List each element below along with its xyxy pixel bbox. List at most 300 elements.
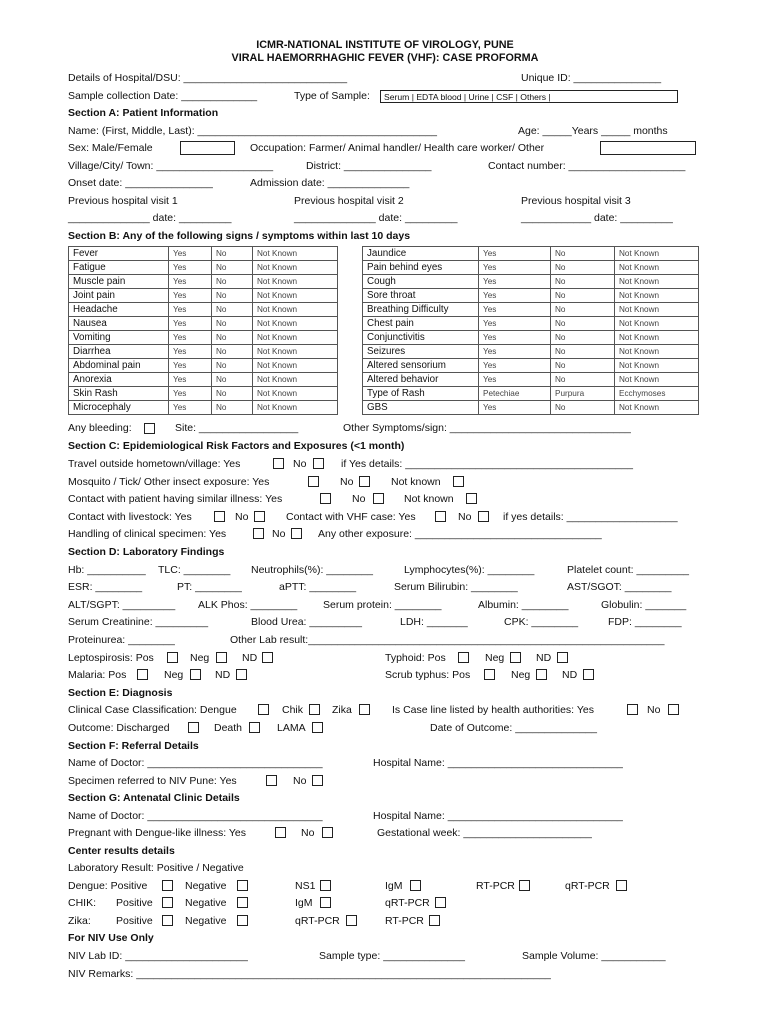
malaria-nd-label: ND [215, 669, 231, 681]
symptom-row [363, 373, 699, 387]
ast-field[interactable]: AST/SGOT: ________ [567, 581, 672, 593]
option-a-cell[interactable]: Yes [479, 359, 551, 373]
onset-date-field[interactable]: Onset date: _______________ [68, 177, 213, 189]
scrub-nd-checkbox[interactable] [583, 669, 594, 680]
dengue-positive-checkbox[interactable] [162, 880, 173, 891]
option-a-cell[interactable]: Yes [169, 317, 212, 331]
name-field[interactable]: Name: (First, Middle, Last): _________________________________________ [68, 125, 437, 137]
option-b-cell[interactable]: No [551, 401, 615, 415]
contact-field[interactable]: Contact number: ____________________ [488, 160, 686, 172]
visit-3-date[interactable]: ____________ date: _________ [521, 212, 673, 224]
visit-1-date[interactable]: ______________ date: _________ [68, 212, 232, 224]
line-listed-label: Is Case line listed by health authorities: Yes [392, 704, 594, 716]
symptom-row [363, 275, 699, 289]
option-c-cell[interactable]: Not Known [253, 303, 338, 317]
esr-field[interactable]: ESR: ________ [68, 581, 143, 593]
symptom-row [69, 261, 338, 275]
line-listed-yes-checkbox[interactable] [627, 704, 638, 715]
pregnant-yes-checkbox[interactable] [275, 827, 286, 838]
symptom-name: Headache [69, 303, 169, 317]
option-a-cell[interactable]: Yes [169, 359, 212, 373]
symptom-name: Fatigue [69, 261, 169, 275]
symptom-name: Diarrhea [69, 345, 169, 359]
option-a-cell[interactable]: Yes [169, 289, 212, 303]
symptom-row [69, 275, 338, 289]
ldh-field[interactable]: LDH: _______ [400, 616, 468, 628]
symptom-name: Anorexia [69, 373, 169, 387]
symptom-row [69, 345, 338, 359]
symptom-name: Sore throat [363, 289, 479, 303]
visit-1-label: Previous hospital visit 1 [68, 195, 178, 207]
center-heading: Center results details [68, 845, 175, 857]
option-c-cell[interactable]: Not Known [615, 275, 699, 289]
option-b-cell[interactable]: No [551, 373, 615, 387]
village-field[interactable]: Village/City/ Town: ____________________ [68, 160, 274, 172]
bleeding-label: Any bleeding: [68, 422, 132, 434]
lepto-neg-label: Neg [190, 652, 210, 664]
chik-igm-label: IgM [295, 897, 313, 909]
option-c-cell[interactable]: Not Known [253, 345, 338, 359]
symptom-row [363, 247, 699, 261]
cpk-field[interactable]: CPK: ________ [504, 616, 579, 628]
symptom-name: Seizures [363, 345, 479, 359]
visit-2-label: Previous hospital visit 2 [294, 195, 404, 207]
option-c-cell[interactable]: Not Known [615, 317, 699, 331]
section-b-heading: Section B: Any of the following signs / symptoms within last 10 days [68, 230, 411, 242]
typhoid-label: Typhoid: Pos [385, 652, 446, 664]
symptom-name: Chest pain [363, 317, 479, 331]
lepto-pos-checkbox[interactable] [167, 652, 178, 663]
symptom-row [69, 317, 338, 331]
form-subtitle: VIRAL HAEMORRHAGHIC FEVER (VHF): CASE PROFORMA [231, 52, 539, 64]
option-b-cell[interactable]: No [551, 247, 615, 261]
alk-phos-field[interactable]: ALK Phos: ________ [198, 599, 298, 611]
typhoid-neg-label: Neg [485, 652, 505, 664]
section-c-heading: Section C: Epidemiological Risk Factors and Exposures (<1 month) [68, 440, 405, 452]
referred-label: Specimen referred to NIV Pune: Yes [68, 775, 237, 787]
option-b-cell[interactable]: No [551, 303, 615, 317]
zika-positive-checkbox[interactable] [162, 915, 173, 926]
symptom-row [363, 359, 699, 373]
zika-rtpcr-label: RT-PCR [385, 915, 424, 927]
pregnant-label: Pregnant with Dengue-like illness: Yes [68, 827, 247, 839]
referred-no-label: No [293, 775, 307, 787]
referred-no-checkbox[interactable] [312, 775, 323, 786]
option-b-cell[interactable]: No [212, 401, 253, 415]
contact-illness-no-checkbox[interactable] [373, 493, 384, 504]
chik-negative-checkbox[interactable] [237, 897, 248, 908]
symptom-row [69, 289, 338, 303]
neutrophils-field[interactable]: Neutrophils(%): ________ [251, 564, 373, 576]
classification-label: Clinical Case Classification: Dengue [68, 704, 237, 716]
option-b-cell[interactable]: No [212, 317, 253, 331]
ns1-label: NS1 [295, 880, 316, 892]
creatinine-field[interactable]: Serum Creatinine: _________ [68, 616, 209, 628]
section-f-heading: Section F: Referral Details [68, 740, 199, 752]
chik-qrtpcr-checkbox[interactable] [435, 897, 446, 908]
malaria-label: Malaria: Pos [68, 669, 127, 681]
contact-illness-label: Contact with patient having similar illness: Yes [68, 493, 283, 505]
sample-type-label: Type of Sample: [294, 90, 370, 102]
discharged-checkbox[interactable] [188, 722, 199, 733]
option-a-cell[interactable]: Yes [169, 401, 212, 415]
livestock-label: Contact with livestock: Yes [68, 511, 192, 523]
typhoid-pos-checkbox[interactable] [458, 652, 469, 663]
lama-checkbox[interactable] [312, 722, 323, 733]
pt-field[interactable]: PT: ________ [177, 581, 242, 593]
lepto-nd-checkbox[interactable] [262, 652, 273, 663]
symptom-row [69, 401, 338, 415]
age-field[interactable]: Age: _____Years _____ months [518, 125, 668, 137]
symptom-row [69, 247, 338, 261]
livestock-no-checkbox[interactable] [254, 511, 265, 522]
form-title: ICMR-NATIONAL INSTITUTE OF VIROLOGY, PUNE [256, 39, 514, 51]
option-a-cell[interactable]: Yes [479, 261, 551, 275]
symptom-name: Vomiting [69, 331, 169, 345]
option-b-cell[interactable]: No [551, 275, 615, 289]
option-a-cell[interactable]: Yes [479, 289, 551, 303]
hb-field[interactable]: Hb: __________ [68, 564, 146, 576]
symptom-name: Muscle pain [69, 275, 169, 289]
mosquito-not-known-checkbox[interactable] [453, 476, 464, 487]
scrub-pos-checkbox[interactable] [484, 669, 495, 680]
symptom-row [363, 261, 699, 275]
line-listed-no-label: No [647, 704, 661, 716]
option-c-cell[interactable]: Not Known [253, 317, 338, 331]
dengue-negative-checkbox[interactable] [237, 880, 248, 891]
lymphocytes-field[interactable]: Lymphocytes(%): ________ [404, 564, 535, 576]
collection-date-field[interactable]: Sample collection Date: _____________ [68, 90, 258, 102]
lama-label: LAMA [277, 722, 306, 734]
lepto-label: Leptospirosis: Pos [68, 652, 154, 664]
bilirubin-field[interactable]: Serum Bilirubin: ________ [394, 581, 518, 593]
option-a-cell[interactable]: Yes [169, 247, 212, 261]
symptom-name: Skin Rash [69, 387, 169, 401]
proteinuria-field[interactable]: Proteinurea: ________ [68, 634, 175, 646]
globulin-field[interactable]: Globulin: _______ [601, 599, 687, 611]
option-c-cell[interactable]: Not Known [253, 373, 338, 387]
malaria-nd-checkbox[interactable] [236, 669, 247, 680]
outcome-label: Outcome: Discharged [68, 722, 170, 734]
zika-negative-label: Negative [185, 915, 227, 927]
sex-label: Sex: Male/Female [68, 142, 153, 154]
zika-positive-label: Positive [116, 915, 153, 927]
pregnant-no-checkbox[interactable] [322, 827, 333, 838]
option-b-cell[interactable]: No [551, 289, 615, 303]
option-c-cell[interactable]: Not Known [615, 303, 699, 317]
admission-date-field[interactable]: Admission date: ______________ [250, 177, 410, 189]
chik-negative-label: Negative [185, 897, 227, 909]
symptom-row [363, 317, 699, 331]
zika-label: Zika [332, 704, 352, 716]
dengue-qrtpcr-checkbox[interactable] [616, 880, 627, 891]
lepto-nd-label: ND [242, 652, 258, 664]
symptom-name: GBS [363, 401, 479, 415]
symptom-name: Joint pain [69, 289, 169, 303]
death-label: Death [214, 722, 243, 734]
section-d-heading: Section D: Laboratory Findings [68, 546, 225, 558]
antenatal-hospital-field[interactable]: Hospital Name: ______________________________ [373, 810, 623, 822]
serum-protein-field[interactable]: Serum protein: ________ [323, 599, 442, 611]
option-b-cell[interactable]: No [212, 387, 253, 401]
scrub-neg-checkbox[interactable] [536, 669, 547, 680]
option-a-cell[interactable]: Petechiae [479, 387, 551, 401]
section-e-heading: Section E: Diagnosis [68, 687, 173, 699]
antenatal-doctor-field[interactable]: Name of Doctor: ______________________________ [68, 810, 323, 822]
typhoid-nd-label: ND [536, 652, 552, 664]
hospital-field[interactable]: Details of Hospital/DSU: ____________________________ [68, 72, 348, 84]
other-lab-field[interactable]: Other Lab result:_____________________________________________________________ [230, 634, 665, 646]
symptom-row [363, 387, 699, 401]
symptom-row [363, 345, 699, 359]
dengue-igm-checkbox[interactable] [410, 880, 421, 891]
dengue-checkbox[interactable] [258, 704, 269, 715]
specimen-yes-checkbox[interactable] [253, 528, 264, 539]
option-c-cell[interactable]: Not Known [253, 331, 338, 345]
dengue-qrtpcr-label: qRT-PCR [565, 880, 610, 892]
bleeding-checkbox[interactable] [144, 423, 155, 434]
chik-qrtpcr-label: qRT-PCR [385, 897, 430, 909]
sex-box[interactable] [180, 141, 235, 155]
niv-remarks-field[interactable]: NIV Remarks: _______________________________________________________________________ [68, 968, 551, 980]
option-a-cell[interactable]: Yes [479, 401, 551, 415]
albumin-field[interactable]: Albumin: ________ [478, 599, 569, 611]
option-a-cell[interactable]: Yes [479, 345, 551, 359]
death-checkbox[interactable] [249, 722, 260, 733]
travel-label: Travel outside hometown/village: Yes [68, 458, 241, 470]
other-symptoms-field[interactable]: Other Symptoms/sign: _______________________________ [343, 422, 631, 434]
option-a-cell[interactable]: Yes [479, 303, 551, 317]
contact-illness-yes-checkbox[interactable] [320, 493, 331, 504]
visit-2-date[interactable]: ______________ date: _________ [294, 212, 458, 224]
option-b-cell[interactable]: No [551, 331, 615, 345]
option-c-cell[interactable]: Not Known [253, 261, 338, 275]
option-c-cell[interactable]: Not Known [253, 275, 338, 289]
symptom-row [69, 359, 338, 373]
vhf-yes-checkbox[interactable] [435, 511, 446, 522]
option-a-cell[interactable]: Yes [479, 317, 551, 331]
option-a-cell[interactable]: Yes [479, 275, 551, 289]
symptoms-table-left [68, 246, 338, 415]
fdp-field[interactable]: FDP: ________ [608, 616, 682, 628]
symptom-row [69, 331, 338, 345]
symptom-name: Cough [363, 275, 479, 289]
malaria-neg-checkbox[interactable] [190, 669, 201, 680]
option-a-cell[interactable]: Yes [169, 373, 212, 387]
symptom-name: Fever [69, 247, 169, 261]
tlc-field[interactable]: TLC: ________ [158, 564, 231, 576]
scrub-label: Scrub typhus: Pos [385, 669, 471, 681]
chik-label: Chik [282, 704, 304, 716]
travel-no-label: No [293, 458, 307, 470]
option-b-cell[interactable]: Purpura [551, 387, 615, 401]
bleeding-site-field[interactable]: Site: _________________ [175, 422, 299, 434]
section-a-heading: Section A: Patient Information [68, 107, 219, 119]
gestational-field[interactable]: Gestational week: ______________________ [377, 827, 592, 839]
travel-yes-checkbox[interactable] [273, 458, 284, 469]
option-b-cell[interactable]: No [551, 317, 615, 331]
option-a-cell[interactable]: Yes [169, 303, 212, 317]
option-c-cell[interactable]: Not Known [615, 359, 699, 373]
option-a-cell[interactable]: Yes [479, 247, 551, 261]
symptom-row [69, 373, 338, 387]
symptom-name: Microcephaly [69, 401, 169, 415]
mosquito-not-known-label: Not known [391, 476, 441, 488]
blood-urea-field[interactable]: Blood Urea: _________ [251, 616, 362, 628]
chik-checkbox[interactable] [309, 704, 320, 715]
symptom-row [363, 331, 699, 345]
specimen-label: Handling of clinical specimen: Yes [68, 528, 227, 540]
line-listed-no-checkbox[interactable] [668, 704, 679, 715]
symptom-name: Abdominal pain [69, 359, 169, 373]
zika-qrtpcr-checkbox[interactable] [346, 915, 357, 926]
contact-illness-not-known-label: Not known [404, 493, 454, 505]
zika-checkbox[interactable] [359, 704, 370, 715]
option-c-cell[interactable]: Not Known [615, 373, 699, 387]
option-a-cell[interactable]: Yes [169, 345, 212, 359]
vhf-case-label: Contact with VHF case: Yes [286, 511, 416, 523]
dengue-igm-label: IgM [385, 880, 403, 892]
chik-result-label: CHIK: [68, 897, 97, 909]
visit-3-label: Previous hospital visit 3 [521, 195, 631, 207]
option-a-cell[interactable]: Yes [169, 275, 212, 289]
option-b-cell[interactable]: No [551, 359, 615, 373]
platelet-field[interactable]: Platelet count: _________ [567, 564, 690, 576]
livestock-yes-checkbox[interactable] [214, 511, 225, 522]
option-c-cell[interactable]: Not Known [253, 359, 338, 373]
zika-negative-checkbox[interactable] [237, 915, 248, 926]
option-c-cell[interactable]: Not Known [615, 247, 699, 261]
vhf-no-label: No [458, 511, 472, 523]
option-b-cell[interactable]: No [212, 331, 253, 345]
pregnant-no-label: No [301, 827, 315, 839]
option-c-cell[interactable]: Not Known [253, 387, 338, 401]
occupation-other-box[interactable] [600, 141, 696, 155]
district-field[interactable]: District: _______________ [306, 160, 432, 172]
option-b-cell[interactable]: No [212, 275, 253, 289]
symptom-row [363, 289, 699, 303]
niv-lab-id-field[interactable]: NIV Lab ID: _____________________ [68, 950, 248, 962]
option-c-cell[interactable]: Not Known [615, 289, 699, 303]
option-b-cell[interactable]: No [551, 261, 615, 275]
symptom-row [363, 401, 699, 415]
option-b-cell[interactable]: No [212, 303, 253, 317]
specimen-no-label: No [272, 528, 286, 540]
chik-igm-checkbox[interactable] [320, 897, 331, 908]
option-b-cell[interactable]: No [212, 373, 253, 387]
outcome-date-field[interactable]: Date of Outcome: ______________ [430, 722, 597, 734]
referral-hospital-field[interactable]: Hospital Name: ______________________________ [373, 757, 623, 769]
zika-qrtpcr-label: qRT-PCR [295, 915, 340, 927]
option-a-cell[interactable]: Yes [169, 261, 212, 275]
malaria-neg-label: Neg [164, 669, 184, 681]
option-b-cell[interactable]: No [212, 345, 253, 359]
sample-type-options[interactable]: Serum | EDTA blood | Urine | CSF | Others | [380, 90, 678, 103]
mosquito-label: Mosquito / Tick/ Other insect exposure: Yes [68, 476, 270, 488]
option-c-cell[interactable]: Not Known [615, 401, 699, 415]
referred-yes-checkbox[interactable] [266, 775, 277, 786]
option-c-cell[interactable]: Not Known [615, 261, 699, 275]
option-c-cell[interactable]: Not Known [615, 331, 699, 345]
lab-result-label: Laboratory Result: Positive / Negative [68, 862, 244, 874]
niv-sample-type-field[interactable]: Sample type: ______________ [319, 950, 465, 962]
mosquito-no-label: No [340, 476, 354, 488]
referral-doctor-field[interactable]: Name of Doctor: ______________________________ [68, 757, 323, 769]
ns1-checkbox[interactable] [320, 880, 331, 891]
vhf-no-checkbox[interactable] [478, 511, 489, 522]
specimen-no-checkbox[interactable] [291, 528, 302, 539]
alt-field[interactable]: ALT/SGPT: _________ [68, 599, 176, 611]
option-b-cell[interactable]: No [551, 345, 615, 359]
option-b-cell[interactable]: No [212, 261, 253, 275]
symptom-name: Type of Rash [363, 387, 479, 401]
mosquito-no-checkbox[interactable] [359, 476, 370, 487]
section-g-heading: Section G: Antenatal Clinic Details [68, 792, 240, 804]
symptom-row [69, 387, 338, 401]
livestock-no-label: No [235, 511, 249, 523]
aptt-field[interactable]: aPTT: ________ [279, 581, 357, 593]
symptoms-table-right [362, 246, 699, 415]
chik-positive-label: Positive [116, 897, 153, 909]
symptom-name: Jaundice [363, 247, 479, 261]
occupation-label: Occupation: Farmer/ Animal handler/ Health care worker/ Other [250, 142, 545, 154]
dengue-negative-label: Negative [185, 880, 227, 892]
niv-heading: For NIV Use Only [68, 932, 154, 944]
option-c-cell[interactable]: Ecchymoses [615, 387, 699, 401]
niv-sample-volume-field[interactable]: Sample Volume: ___________ [522, 950, 666, 962]
lepto-neg-checkbox[interactable] [216, 652, 227, 663]
other-exposure-field[interactable]: Any other exposure: ________________________________ [318, 528, 602, 540]
zika-rtpcr-checkbox[interactable] [429, 915, 440, 926]
unique-id-field[interactable]: Unique ID: _______________ [521, 72, 662, 84]
travel-details-field[interactable]: if Yes details: _______________________________________ [341, 458, 633, 470]
vhf-details-field[interactable]: if yes details: ___________________ [503, 511, 678, 523]
option-c-cell[interactable]: Not Known [253, 247, 338, 261]
typhoid-nd-checkbox[interactable] [557, 652, 568, 663]
typhoid-neg-checkbox[interactable] [510, 652, 521, 663]
scrub-nd-label: ND [562, 669, 578, 681]
dengue-positive-label: Dengue: Positive [68, 880, 148, 892]
option-c-cell[interactable]: Not Known [253, 289, 338, 303]
travel-no-checkbox[interactable] [313, 458, 324, 469]
option-c-cell[interactable]: Not Known [615, 345, 699, 359]
symptom-name: Altered behavior [363, 373, 479, 387]
symptom-name: Breathing Difficulty [363, 303, 479, 317]
option-a-cell[interactable]: Yes [169, 331, 212, 345]
malaria-pos-checkbox[interactable] [137, 669, 148, 680]
symptom-name: Altered sensorium [363, 359, 479, 373]
symptom-row [363, 303, 699, 317]
symptom-name: Conjunctivitis [363, 331, 479, 345]
option-b-cell[interactable]: No [212, 289, 253, 303]
chik-positive-checkbox[interactable] [162, 897, 173, 908]
symptom-name: Pain behind eyes [363, 261, 479, 275]
dengue-rtpcr-checkbox[interactable] [519, 880, 530, 891]
option-b-cell[interactable]: No [212, 359, 253, 373]
option-b-cell[interactable]: No [212, 247, 253, 261]
contact-illness-no-label: No [352, 493, 366, 505]
scrub-neg-label: Neg [511, 669, 531, 681]
option-c-cell[interactable]: Not Known [253, 401, 338, 415]
dengue-rtpcr-label: RT-PCR [476, 880, 515, 892]
option-a-cell[interactable]: Yes [479, 331, 551, 345]
symptom-name: Nausea [69, 317, 169, 331]
contact-illness-not-known-checkbox[interactable] [466, 493, 477, 504]
option-a-cell[interactable]: Yes [169, 387, 212, 401]
mosquito-yes-checkbox[interactable] [308, 476, 319, 487]
zika-result-label: Zika: [68, 915, 91, 927]
option-a-cell[interactable]: Yes [479, 373, 551, 387]
